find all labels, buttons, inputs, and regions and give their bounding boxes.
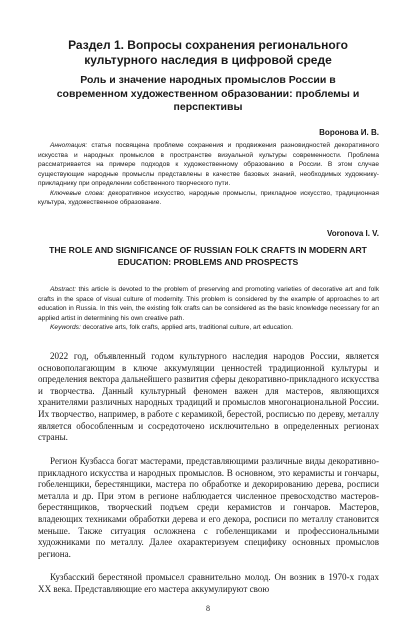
keywords-en-text: decorative arts, folk crafts, applied arts, traditional culture, art education. [80, 324, 294, 331]
abstract-paragraph [38, 285, 379, 323]
abstract-en [38, 285, 379, 333]
annotation-text: статья посвящена проблеме сохранения и продвижения разновидностей декоративного искусства и народных промыслов в пространстве визуальной культуры современности. Проблема рассматривается на примере подходов к художественному образованию в России. В этом случае существующие народные промыслы представлены в качестве базовых знаний, необходимых художнику-прикладнику при определении собственного творческого пути. [38, 142, 379, 187]
keywords-ru-paragraph [38, 189, 379, 208]
article-title-en: THE ROLE AND SIGNIFICANCE OF RUSSIAN FOLK CRAFTS IN MODERN ART EDUCATION: PROBLEMS AND PROSPECTS [49, 245, 367, 267]
page-number: 8 [206, 604, 210, 613]
keywords-en-label: Keywords: [50, 324, 81, 331]
annotation-ru [38, 141, 379, 208]
abstract-text: this article is devoted to the problem of preserving and promoting varieties of decorative art and folk crafts in the space of visual culture of modernity. This problem is considered by the example of approaches to art education in Russia. In this vein, the existing folk crafts can be considered as the basic knowledge necessary for an applied artist in determining his own creative path. [38, 286, 379, 322]
body-paragraph-1: 2022 год, объявленный годом культурного наследия народов России, является основополагающим в ключе аккумуляции ценностей традиционной культуры и определения вектора дальнейшего развития сферы декоративно-прикладного искусства и творчества. Данный культурный феномен важен для мастеров, являющихся хранителями различных народных традиций и промыслов многонациональной России. Их творчество, например, в работе с керамикой, берестой, росписью по дереву, металлу является обособленным и сосредоточено исключительно в определенных регионах страны. [38, 351, 379, 443]
abstract-label: Abstract: [50, 286, 77, 293]
keywords-en-paragraph [38, 323, 379, 333]
keywords-ru-text: декоративное искусство, народные промыслы, прикладное искусство, традиционная культура, художественное образование. [38, 189, 380, 206]
annotation-label: Аннотация: [50, 142, 88, 149]
annotation-paragraph [38, 141, 379, 189]
article-title-ru: Роль и значение народных промыслов России в современном художественном образовании: проблемы и перспективы [56, 74, 360, 113]
keywords-ru-label: Ключевые слова: [50, 189, 105, 197]
body-paragraph-3: Кузбасский берестяной промысел сравнительно молод. Он возник в 1970-х годах XX века. Представляющие его мастера аккумулируют свою [38, 572, 379, 594]
body-paragraph-2: Регион Кузбасса богат мастерами, представляющими различные виды декоративно-прикладного искусства и народных промыслов. В основном, это керамисты и гончары, гобеленщики, берестянщики, мастера по обработке и декорированию дерева, росписи металла и др. При этом в регионе наблюдается численное превосходство мастеров-берестянщиков, творческий подъем среди керамистов и гончаров. Мастеров, владеющих техниками обработки дерева и его декора, росписи по металлу становится меньше. Также ситуация осложнена с гобеленщиками и профессиональными художниками по металлу. Далее охарактеризуем специфику основных промыслов региона. [38, 456, 379, 559]
author-ru: Воронова И. В. [319, 128, 379, 137]
author-en: Voronova I. V. [326, 229, 379, 238]
section-title: Раздел 1. Вопросы сохранения регионального культурного наследия в цифровой среде [68, 38, 348, 67]
